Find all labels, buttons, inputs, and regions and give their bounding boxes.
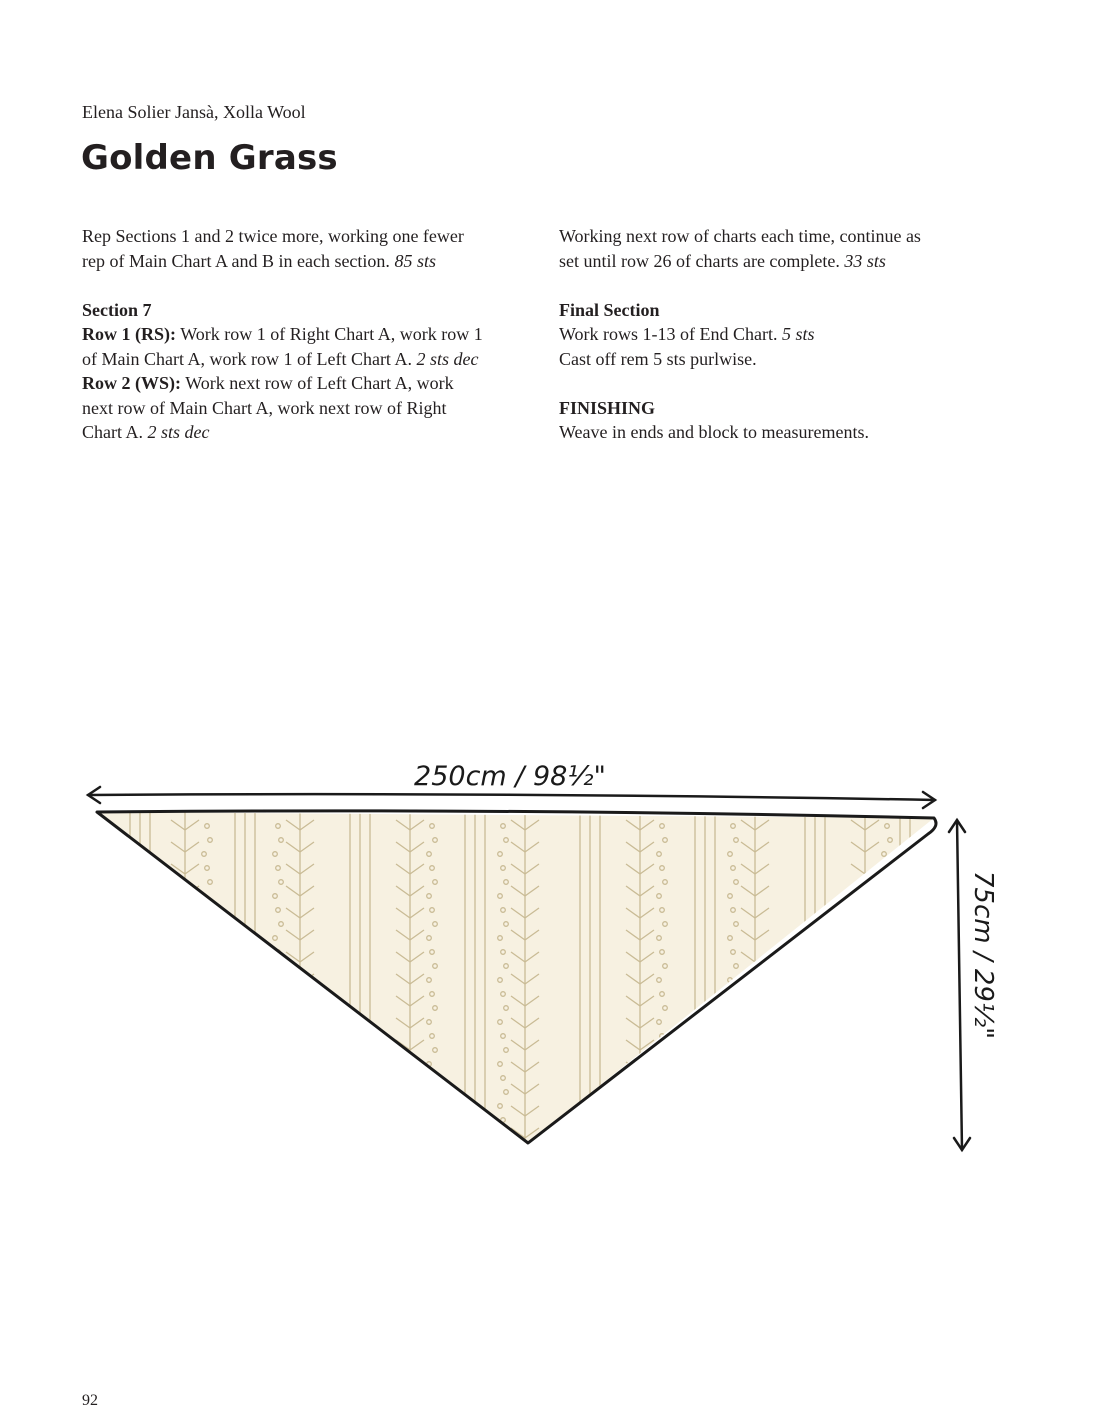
page-number: 92 (82, 1392, 98, 1409)
eyelet-dot (663, 1132, 668, 1137)
finishing-text: Weave in ends and block to measurements. (559, 422, 869, 442)
braid-chevron (851, 930, 879, 940)
width-label: 250cm / 98½" (414, 761, 606, 792)
stitch-count: 33 sts (844, 250, 886, 271)
braid-chevron (286, 1040, 314, 1050)
eyelet-dot (663, 1090, 668, 1095)
eyelet-dot (208, 1132, 213, 1137)
eyelet-dot (279, 1132, 284, 1137)
eyelet-dot (728, 1104, 733, 1109)
eyelet-dot (202, 1104, 207, 1109)
eyelet-dot (208, 922, 213, 927)
eyelet-dot (728, 1020, 733, 1025)
eyelet-dot (885, 1034, 890, 1039)
eyelet-dot (882, 978, 887, 983)
eyelet-dot (734, 1132, 739, 1137)
eyelet-dot (273, 1104, 278, 1109)
eyelet-dot (433, 1090, 438, 1095)
eyelet-dot (885, 1076, 890, 1081)
eyelet-dot (882, 1062, 887, 1067)
row-text: of Main Chart A, work row 1 of Left Chart A. (82, 348, 412, 369)
braid-chevron (286, 1128, 314, 1138)
braid-chevron (851, 952, 879, 962)
section-heading: Final Section (559, 299, 660, 320)
eyelet-dot (279, 1090, 284, 1095)
braid-chevron (851, 996, 879, 1006)
eyelet-dot (657, 1104, 662, 1109)
braid-chevron (286, 1106, 314, 1116)
eyelet-dot (279, 964, 284, 969)
eyelet-dot (430, 1076, 435, 1081)
eyelet-dot (663, 1048, 668, 1053)
eyelet-dot (205, 992, 210, 997)
final-text: Cast off rem 5 sts purlwise. (559, 348, 757, 369)
braid-chevron (626, 1084, 654, 1094)
final-text: Work rows 1-13 of End Chart. (559, 324, 778, 344)
eyelet-dot (885, 992, 890, 997)
intro-text: rep of Main Chart A and B in each section. (82, 250, 390, 271)
eyelet-dot (276, 992, 281, 997)
eyelet-dot (273, 978, 278, 983)
braid-chevron (741, 1040, 769, 1050)
braid-chevron (851, 908, 879, 918)
braid-chevron (851, 1062, 879, 1072)
braid-chevron (171, 908, 199, 918)
eyelet-dot (205, 1034, 210, 1039)
braid-chevron (171, 996, 199, 1006)
stitch-decrease: 2 sts dec (147, 422, 210, 442)
eyelet-dot (504, 1132, 509, 1137)
braid-chevron (286, 1062, 314, 1072)
eyelet-dot (734, 1048, 739, 1053)
stitch-count: 85 sts (394, 250, 436, 271)
braid-chevron (851, 1018, 879, 1028)
braid-chevron (171, 1040, 199, 1050)
eyelet-dot (734, 1006, 739, 1011)
braid-chevron (171, 1128, 199, 1138)
eyelet-dot (205, 950, 210, 955)
braid-chevron (286, 996, 314, 1006)
depth-measurement-arrow (949, 820, 970, 1150)
eyelet-dot (885, 908, 890, 913)
eyelet-dot (885, 1118, 890, 1123)
eyelet-dot (279, 1048, 284, 1053)
continue-text: Working next row of charts each time, continue as (559, 226, 921, 246)
braid-chevron (741, 1106, 769, 1116)
row-label: Row 1 (RS): (82, 324, 176, 344)
braid-chevron (851, 1084, 879, 1094)
eyelet-dot (660, 1076, 665, 1081)
braid-chevron (286, 1084, 314, 1094)
intro-text: Rep Sections 1 and 2 twice more, working one fewer (82, 226, 464, 246)
eyelet-dot (731, 992, 736, 997)
eyelet-dot (888, 1048, 893, 1053)
eyelet-dot (888, 964, 893, 969)
braid-chevron (851, 1040, 879, 1050)
eyelet-dot (657, 1062, 662, 1067)
eyelet-dot (208, 1090, 213, 1095)
eyelet-dot (882, 1020, 887, 1025)
eyelet-dot (660, 1118, 665, 1123)
braid-chevron (626, 1128, 654, 1138)
braid-chevron (741, 1084, 769, 1094)
eyelet-dot (205, 908, 210, 913)
eyelet-dot (882, 894, 887, 899)
eyelet-dot (734, 1090, 739, 1095)
braid-chevron (741, 1062, 769, 1072)
eyelet-dot (208, 1048, 213, 1053)
eyelet-dot (202, 1062, 207, 1067)
braid-chevron (171, 952, 199, 962)
section-heading: Section 7 (82, 299, 152, 320)
row-text: Work row 1 of Right Chart A, work row 1 (180, 324, 483, 344)
section-heading: FINISHING (559, 397, 656, 418)
braid-chevron (851, 1128, 879, 1138)
eyelet-dot (888, 1090, 893, 1095)
eyelet-dot (882, 936, 887, 941)
stitch-count: 5 sts (782, 324, 815, 344)
eyelet-dot (731, 1076, 736, 1081)
eyelet-dot (888, 922, 893, 927)
eyelet-dot (276, 1034, 281, 1039)
row-label: Row 2 (WS): (82, 373, 181, 393)
continue-text: set until row 26 of charts are complete. (559, 250, 840, 271)
eyelet-dot (731, 1118, 736, 1123)
row-text: next row of Main Chart A, work next row of Right (82, 397, 447, 418)
eyelet-dot (430, 1118, 435, 1123)
braid-chevron (741, 1018, 769, 1028)
page-title: Golden Grass (81, 138, 338, 178)
braid-chevron (741, 1128, 769, 1138)
eyelet-dot (882, 1104, 887, 1109)
eyelet-dot (273, 1062, 278, 1067)
eyelet-dot (208, 1006, 213, 1011)
eyelet-dot (205, 1118, 210, 1123)
stitch-decrease: 2 sts dec (416, 348, 479, 369)
eyelet-dot (888, 1132, 893, 1137)
eyelet-dot (728, 1062, 733, 1067)
braid-chevron (851, 974, 879, 984)
braid-chevron (396, 1128, 424, 1138)
braid-chevron (171, 1084, 199, 1094)
eyelet-dot (202, 936, 207, 941)
eyelet-dot (202, 1020, 207, 1025)
braid-chevron (741, 996, 769, 1006)
braid-chevron (396, 1084, 424, 1094)
eyelet-dot (885, 950, 890, 955)
eyelet-dot (276, 1076, 281, 1081)
row-text: Work next row of Left Chart A, work (185, 373, 454, 393)
braid-chevron (626, 1106, 654, 1116)
eyelet-dot (276, 1118, 281, 1123)
eyelet-dot (208, 964, 213, 969)
eyelet-dot (888, 1006, 893, 1011)
author-byline: Elena Solier Jansà, Xolla Wool (82, 102, 306, 122)
braid-chevron (171, 1106, 199, 1116)
braid-chevron (396, 1106, 424, 1116)
eyelet-dot (279, 1006, 284, 1011)
eyelet-dot (427, 1104, 432, 1109)
braid-chevron (171, 1062, 199, 1072)
eyelet-dot (731, 1034, 736, 1039)
braid-chevron (396, 1062, 424, 1072)
eyelet-dot (202, 978, 207, 983)
eyelet-dot (205, 1076, 210, 1081)
braid-chevron (171, 1018, 199, 1028)
braid-chevron (171, 930, 199, 940)
eyelet-dot (888, 880, 893, 885)
braid-chevron (171, 974, 199, 984)
eyelet-dot (273, 1020, 278, 1025)
row-text: Chart A. (82, 422, 143, 442)
braid-chevron (851, 1106, 879, 1116)
eyelet-dot (433, 1132, 438, 1137)
braid-chevron (286, 1018, 314, 1028)
depth-label: 75cm / 29½" (968, 870, 998, 1040)
